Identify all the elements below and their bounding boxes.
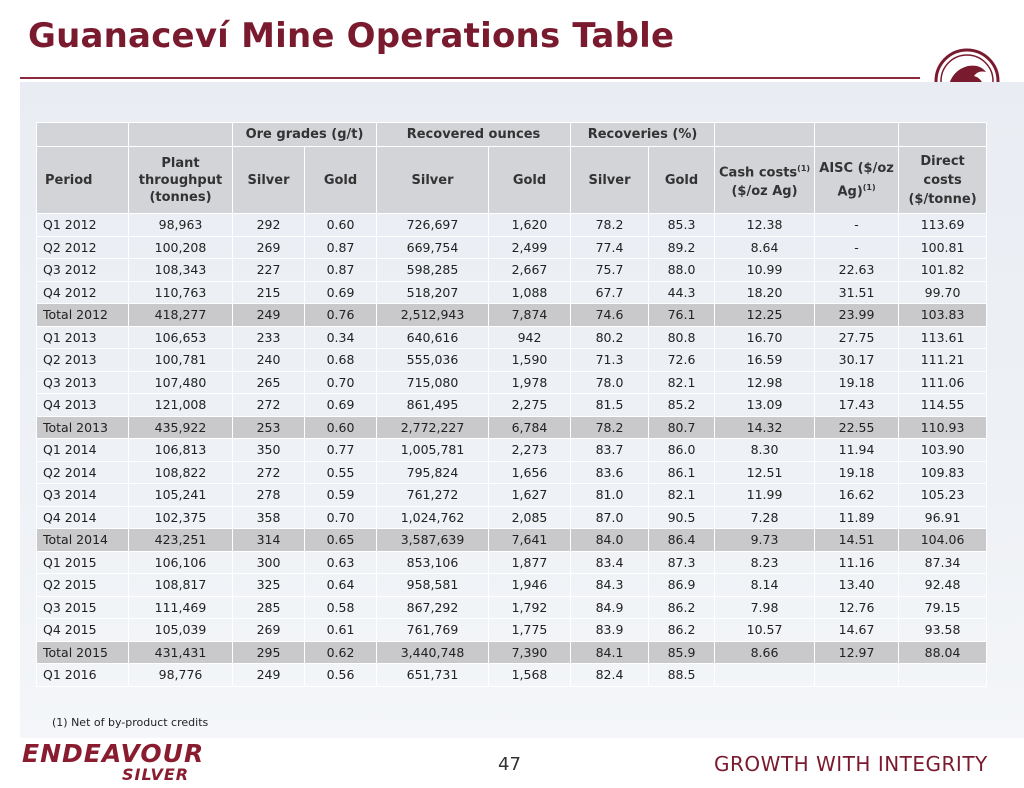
cell-recov-gold: 72.6 — [649, 349, 715, 372]
table-row — [37, 664, 987, 687]
cell-rec-gold: 2,499 — [489, 236, 571, 259]
cell-cash-costs: 8.23 — [715, 551, 815, 574]
table-row — [37, 281, 987, 304]
cell-ore-gold: 0.34 — [305, 326, 377, 349]
cell-recov-silver: 83.9 — [571, 619, 649, 642]
cell-rec-silver: 2,772,227 — [377, 416, 489, 439]
table-total-row — [37, 529, 987, 552]
table-row — [37, 619, 987, 642]
cell-plant-throughput: 110,763 — [129, 281, 233, 304]
col-period: Period — [37, 147, 129, 214]
cell-recov-silver: 78.2 — [571, 214, 649, 237]
header-recovered-ounces: Recovered ounces — [377, 123, 571, 147]
cell-plant-throughput: 106,653 — [129, 326, 233, 349]
cell-aisc: 14.67 — [815, 619, 899, 642]
cell-period: Q4 2013 — [37, 394, 129, 417]
cell-direct-costs: 103.83 — [899, 304, 987, 327]
tagline: GROWTH WITH INTEGRITY — [714, 752, 988, 776]
cell-plant-throughput: 106,106 — [129, 551, 233, 574]
cell-cash-costs: 8.64 — [715, 236, 815, 259]
cell-plant-throughput: 418,277 — [129, 304, 233, 327]
cell-cash-costs: 10.57 — [715, 619, 815, 642]
header-blank — [715, 123, 815, 147]
cell-ore-silver: 227 — [233, 259, 305, 282]
cell-plant-throughput: 107,480 — [129, 371, 233, 394]
cell-direct-costs: 104.06 — [899, 529, 987, 552]
cell-direct-costs: 96.91 — [899, 506, 987, 529]
cell-cash-costs: 13.09 — [715, 394, 815, 417]
cell-rec-silver: 726,697 — [377, 214, 489, 237]
table-row — [37, 439, 987, 462]
col-aisc — [815, 147, 899, 214]
brand-line-1: ENDEAVOUR — [22, 739, 205, 768]
aisc-footnote-ref: (1) — [862, 182, 876, 192]
cell-ore-silver: 265 — [233, 371, 305, 394]
cell-rec-silver: 958,581 — [377, 574, 489, 597]
cell-recov-gold: 89.2 — [649, 236, 715, 259]
cash-costs-label: Cash costs — [719, 165, 798, 181]
col-direct-costs: Direct costs ($/tonne) — [899, 147, 987, 214]
cell-ore-silver: 295 — [233, 641, 305, 664]
table-row — [37, 349, 987, 372]
cell-direct-costs: 113.69 — [899, 214, 987, 237]
cell-cash-costs: 12.51 — [715, 461, 815, 484]
cell-cash-costs: 12.98 — [715, 371, 815, 394]
cell-recov-gold: 86.1 — [649, 461, 715, 484]
cell-rec-gold: 1,656 — [489, 461, 571, 484]
cell-rec-silver: 1,024,762 — [377, 506, 489, 529]
cell-direct-costs: 79.15 — [899, 596, 987, 619]
cell-period: Q3 2012 — [37, 259, 129, 282]
cell-period: Total 2014 — [37, 529, 129, 552]
cell-direct-costs: 111.21 — [899, 349, 987, 372]
cell-recov-gold: 86.4 — [649, 529, 715, 552]
cell-cash-costs: 9.73 — [715, 529, 815, 552]
cell-period: Q1 2014 — [37, 439, 129, 462]
cell-direct-costs: 114.55 — [899, 394, 987, 417]
cell-recov-gold: 85.2 — [649, 394, 715, 417]
cell-ore-gold: 0.59 — [305, 484, 377, 507]
cell-ore-gold: 0.70 — [305, 371, 377, 394]
cell-rec-gold: 942 — [489, 326, 571, 349]
cell-plant-throughput: 98,776 — [129, 664, 233, 687]
cell-period: Q1 2016 — [37, 664, 129, 687]
cell-ore-silver: 215 — [233, 281, 305, 304]
cell-ore-gold: 0.60 — [305, 214, 377, 237]
cell-ore-silver: 358 — [233, 506, 305, 529]
cell-cash-costs: 11.99 — [715, 484, 815, 507]
cell-cash-costs: 7.98 — [715, 596, 815, 619]
table-total-row — [37, 641, 987, 664]
cell-cash-costs: 12.25 — [715, 304, 815, 327]
cell-cash-costs: 16.59 — [715, 349, 815, 372]
cell-recov-gold: 86.0 — [649, 439, 715, 462]
cell-recov-gold: 88.0 — [649, 259, 715, 282]
cell-direct-costs: 93.58 — [899, 619, 987, 642]
table-row — [37, 461, 987, 484]
footnote: (1) Net of by-product credits — [52, 716, 209, 729]
header-recoveries: Recoveries (%) — [571, 123, 715, 147]
cell-rec-gold: 1,568 — [489, 664, 571, 687]
cell-aisc: 19.18 — [815, 461, 899, 484]
table-row — [37, 259, 987, 282]
cell-period: Q1 2012 — [37, 214, 129, 237]
cell-rec-gold: 2,275 — [489, 394, 571, 417]
column-header-row — [37, 147, 987, 214]
cell-direct-costs: 109.83 — [899, 461, 987, 484]
cell-recov-silver: 87.0 — [571, 506, 649, 529]
cell-rec-silver: 3,440,748 — [377, 641, 489, 664]
cell-rec-silver: 669,754 — [377, 236, 489, 259]
cell-aisc: - — [815, 236, 899, 259]
cell-ore-gold: 0.62 — [305, 641, 377, 664]
cell-period: Q3 2015 — [37, 596, 129, 619]
cell-ore-silver: 350 — [233, 439, 305, 462]
cell-recov-gold: 85.3 — [649, 214, 715, 237]
cell-rec-gold: 1,620 — [489, 214, 571, 237]
cell-recov-silver: 74.6 — [571, 304, 649, 327]
cell-recov-gold: 82.1 — [649, 371, 715, 394]
table-row — [37, 574, 987, 597]
cell-recov-silver: 78.2 — [571, 416, 649, 439]
cell-period: Q4 2014 — [37, 506, 129, 529]
cell-ore-silver: 272 — [233, 461, 305, 484]
table-row — [37, 484, 987, 507]
cell-ore-gold: 0.87 — [305, 259, 377, 282]
brand-line-2: SILVER — [122, 765, 190, 784]
col-ore-silver: Silver — [233, 147, 305, 214]
cell-ore-gold: 0.77 — [305, 439, 377, 462]
cell-plant-throughput: 105,241 — [129, 484, 233, 507]
cell-period: Q2 2012 — [37, 236, 129, 259]
cell-ore-silver: 240 — [233, 349, 305, 372]
cell-ore-gold: 0.69 — [305, 394, 377, 417]
cell-period: Total 2012 — [37, 304, 129, 327]
cell-direct-costs: 101.82 — [899, 259, 987, 282]
cell-recov-silver: 78.0 — [571, 371, 649, 394]
cell-rec-gold: 6,784 — [489, 416, 571, 439]
cell-plant-throughput: 98,963 — [129, 214, 233, 237]
cell-cash-costs: 18.20 — [715, 281, 815, 304]
cell-period: Q3 2014 — [37, 484, 129, 507]
cell-plant-throughput: 100,781 — [129, 349, 233, 372]
cell-cash-costs: 7.28 — [715, 506, 815, 529]
cell-aisc: 13.40 — [815, 574, 899, 597]
cell-direct-costs: 92.48 — [899, 574, 987, 597]
cell-recov-silver: 84.1 — [571, 641, 649, 664]
cell-direct-costs: 103.90 — [899, 439, 987, 462]
cell-rec-silver: 861,495 — [377, 394, 489, 417]
header-blank — [815, 123, 899, 147]
cell-ore-gold: 0.65 — [305, 529, 377, 552]
cell-plant-throughput: 121,008 — [129, 394, 233, 417]
cell-rec-silver: 651,731 — [377, 664, 489, 687]
cell-rec-silver: 2,512,943 — [377, 304, 489, 327]
cell-period: Q3 2013 — [37, 371, 129, 394]
cash-costs-unit: ($/oz Ag) — [731, 184, 798, 200]
cell-recov-silver: 84.9 — [571, 596, 649, 619]
header-blank — [899, 123, 987, 147]
table-row — [37, 596, 987, 619]
group-header-row — [37, 123, 987, 147]
cell-aisc: 11.89 — [815, 506, 899, 529]
cell-direct-costs: 113.61 — [899, 326, 987, 349]
cell-direct-costs: 111.06 — [899, 371, 987, 394]
cell-rec-gold: 1,627 — [489, 484, 571, 507]
cell-ore-silver: 292 — [233, 214, 305, 237]
table-row — [37, 394, 987, 417]
cell-recov-gold: 90.5 — [649, 506, 715, 529]
cell-ore-gold: 0.55 — [305, 461, 377, 484]
table-row — [37, 371, 987, 394]
cell-plant-throughput: 108,343 — [129, 259, 233, 282]
cell-aisc: 17.43 — [815, 394, 899, 417]
cell-aisc: 11.94 — [815, 439, 899, 462]
cell-recov-gold: 86.2 — [649, 619, 715, 642]
cell-rec-silver: 715,080 — [377, 371, 489, 394]
cell-rec-silver: 761,769 — [377, 619, 489, 642]
cell-rec-gold: 2,085 — [489, 506, 571, 529]
cell-rec-gold: 1,792 — [489, 596, 571, 619]
cell-cash-costs: 10.99 — [715, 259, 815, 282]
cell-direct-costs: 99.70 — [899, 281, 987, 304]
cell-plant-throughput: 105,039 — [129, 619, 233, 642]
cell-ore-gold: 0.64 — [305, 574, 377, 597]
aisc-label: AISC ($/oz — [819, 160, 894, 176]
table-row — [37, 214, 987, 237]
cell-recov-silver: 71.3 — [571, 349, 649, 372]
col-recov-silver: Silver — [571, 147, 649, 214]
cell-rec-gold: 1,590 — [489, 349, 571, 372]
cell-recov-silver: 81.5 — [571, 394, 649, 417]
cell-period: Q1 2013 — [37, 326, 129, 349]
cell-ore-gold: 0.56 — [305, 664, 377, 687]
cell-cash-costs: 14.32 — [715, 416, 815, 439]
cell-ore-silver: 278 — [233, 484, 305, 507]
cell-aisc: 12.97 — [815, 641, 899, 664]
page-title: Guanaceví Mine Operations Table — [28, 16, 675, 56]
cell-aisc — [815, 664, 899, 687]
cell-aisc: - — [815, 214, 899, 237]
cell-direct-costs: 87.34 — [899, 551, 987, 574]
cell-recov-silver: 84.3 — [571, 574, 649, 597]
cell-rec-gold: 7,874 — [489, 304, 571, 327]
cell-aisc: 27.75 — [815, 326, 899, 349]
cell-rec-silver: 555,036 — [377, 349, 489, 372]
table-total-row — [37, 416, 987, 439]
cell-cash-costs: 8.30 — [715, 439, 815, 462]
header-blank — [129, 123, 233, 147]
cell-cash-costs: 16.70 — [715, 326, 815, 349]
table-row — [37, 236, 987, 259]
cell-ore-silver: 325 — [233, 574, 305, 597]
title-divider — [20, 77, 920, 79]
cell-recov-gold: 86.2 — [649, 596, 715, 619]
cell-ore-silver: 249 — [233, 664, 305, 687]
cell-ore-silver: 269 — [233, 236, 305, 259]
cell-ore-silver: 272 — [233, 394, 305, 417]
cell-period: Q4 2012 — [37, 281, 129, 304]
cell-direct-costs: 100.81 — [899, 236, 987, 259]
cell-ore-gold: 0.58 — [305, 596, 377, 619]
cell-direct-costs: 105.23 — [899, 484, 987, 507]
cell-rec-silver: 853,106 — [377, 551, 489, 574]
cell-ore-gold: 0.61 — [305, 619, 377, 642]
cell-rec-gold: 7,641 — [489, 529, 571, 552]
cell-period: Total 2015 — [37, 641, 129, 664]
cell-recov-gold: 87.3 — [649, 551, 715, 574]
cell-rec-silver: 518,207 — [377, 281, 489, 304]
cell-aisc: 23.99 — [815, 304, 899, 327]
cell-recov-gold: 80.7 — [649, 416, 715, 439]
cell-plant-throughput: 102,375 — [129, 506, 233, 529]
cell-ore-gold: 0.76 — [305, 304, 377, 327]
cell-period: Q2 2015 — [37, 574, 129, 597]
cell-rec-gold: 1,088 — [489, 281, 571, 304]
table-total-row — [37, 304, 987, 327]
cell-aisc: 30.17 — [815, 349, 899, 372]
cell-recov-gold: 44.3 — [649, 281, 715, 304]
cell-aisc: 19.18 — [815, 371, 899, 394]
cell-rec-gold: 2,667 — [489, 259, 571, 282]
cell-recov-silver: 77.4 — [571, 236, 649, 259]
col-ore-gold: Gold — [305, 147, 377, 214]
cell-recov-silver: 83.7 — [571, 439, 649, 462]
cell-rec-gold: 2,273 — [489, 439, 571, 462]
cell-ore-silver: 314 — [233, 529, 305, 552]
operations-table — [36, 122, 987, 687]
cell-plant-throughput: 100,208 — [129, 236, 233, 259]
cell-ore-gold: 0.60 — [305, 416, 377, 439]
cell-plant-throughput: 431,431 — [129, 641, 233, 664]
cell-aisc: 11.16 — [815, 551, 899, 574]
cell-cash-costs: 8.66 — [715, 641, 815, 664]
cell-plant-throughput: 108,822 — [129, 461, 233, 484]
cell-recov-gold: 82.1 — [649, 484, 715, 507]
cell-direct-costs — [899, 664, 987, 687]
cell-ore-gold: 0.69 — [305, 281, 377, 304]
cell-recov-silver: 81.0 — [571, 484, 649, 507]
cell-ore-gold: 0.63 — [305, 551, 377, 574]
cell-cash-costs — [715, 664, 815, 687]
cell-period: Q4 2015 — [37, 619, 129, 642]
table-row — [37, 326, 987, 349]
cell-ore-silver: 249 — [233, 304, 305, 327]
cell-recov-silver: 83.6 — [571, 461, 649, 484]
cell-rec-gold: 1,946 — [489, 574, 571, 597]
cell-rec-silver: 3,587,639 — [377, 529, 489, 552]
cell-plant-throughput: 435,922 — [129, 416, 233, 439]
cell-cash-costs: 12.38 — [715, 214, 815, 237]
cell-recov-gold: 85.9 — [649, 641, 715, 664]
table-row — [37, 551, 987, 574]
cell-period: Q1 2015 — [37, 551, 129, 574]
brand-logo — [22, 741, 204, 784]
cell-recov-silver: 82.4 — [571, 664, 649, 687]
table-body — [37, 214, 987, 687]
cash-costs-footnote-ref: (1) — [797, 163, 811, 173]
cell-plant-throughput: 106,813 — [129, 439, 233, 462]
cell-ore-silver: 285 — [233, 596, 305, 619]
cell-recov-silver: 84.0 — [571, 529, 649, 552]
cell-recov-silver: 67.7 — [571, 281, 649, 304]
cell-ore-silver: 253 — [233, 416, 305, 439]
cell-period: Total 2013 — [37, 416, 129, 439]
cell-cash-costs: 8.14 — [715, 574, 815, 597]
cell-ore-gold: 0.87 — [305, 236, 377, 259]
cell-ore-silver: 233 — [233, 326, 305, 349]
cell-aisc: 31.51 — [815, 281, 899, 304]
cell-direct-costs: 110.93 — [899, 416, 987, 439]
page-number: 47 — [498, 754, 521, 775]
cell-recov-silver: 83.4 — [571, 551, 649, 574]
cell-rec-gold: 1,978 — [489, 371, 571, 394]
cell-aisc: 12.76 — [815, 596, 899, 619]
cell-plant-throughput: 423,251 — [129, 529, 233, 552]
cell-aisc: 22.55 — [815, 416, 899, 439]
cell-rec-silver: 598,285 — [377, 259, 489, 282]
cell-rec-gold: 1,877 — [489, 551, 571, 574]
cell-rec-silver: 867,292 — [377, 596, 489, 619]
cell-rec-gold: 7,390 — [489, 641, 571, 664]
cell-period: Q2 2014 — [37, 461, 129, 484]
cell-ore-gold: 0.68 — [305, 349, 377, 372]
cell-aisc: 22.63 — [815, 259, 899, 282]
cell-recov-gold: 86.9 — [649, 574, 715, 597]
cell-recov-gold: 76.1 — [649, 304, 715, 327]
cell-aisc: 14.51 — [815, 529, 899, 552]
col-recov-gold: Gold — [649, 147, 715, 214]
cell-recov-silver: 75.7 — [571, 259, 649, 282]
cell-recov-gold: 88.5 — [649, 664, 715, 687]
col-rec-silver: Silver — [377, 147, 489, 214]
aisc-unit: Ag) — [837, 184, 863, 200]
col-cash-costs — [715, 147, 815, 214]
cell-rec-silver: 795,824 — [377, 461, 489, 484]
header-blank — [37, 123, 129, 147]
cell-recov-silver: 80.2 — [571, 326, 649, 349]
col-rec-gold: Gold — [489, 147, 571, 214]
cell-direct-costs: 88.04 — [899, 641, 987, 664]
cell-plant-throughput: 108,817 — [129, 574, 233, 597]
cell-ore-silver: 269 — [233, 619, 305, 642]
header-ore-grades: Ore grades (g/t) — [233, 123, 377, 147]
cell-aisc: 16.62 — [815, 484, 899, 507]
cell-recov-gold: 80.8 — [649, 326, 715, 349]
cell-period: Q2 2013 — [37, 349, 129, 372]
cell-rec-gold: 1,775 — [489, 619, 571, 642]
table-row — [37, 506, 987, 529]
cell-ore-gold: 0.70 — [305, 506, 377, 529]
col-plant-throughput: Plant throughput (tonnes) — [129, 147, 233, 214]
cell-rec-silver: 640,616 — [377, 326, 489, 349]
cell-rec-silver: 1,005,781 — [377, 439, 489, 462]
cell-ore-silver: 300 — [233, 551, 305, 574]
cell-plant-throughput: 111,469 — [129, 596, 233, 619]
cell-rec-silver: 761,272 — [377, 484, 489, 507]
